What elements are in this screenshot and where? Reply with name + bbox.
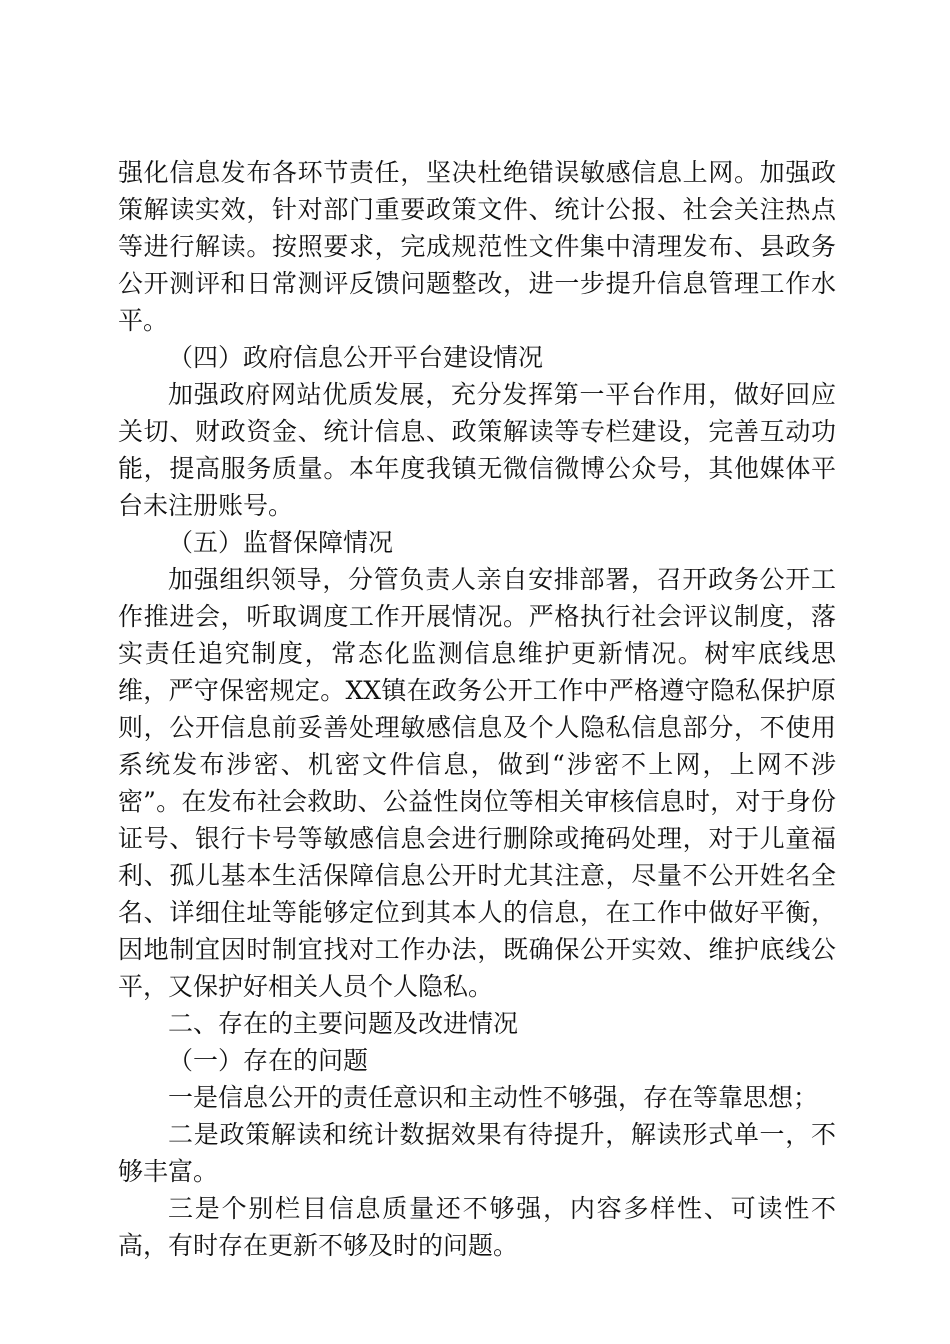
paragraph-supervision: 加强组织领导，分管负责人亲自安排部署，召开政务公开工作推进会，听取调度工作开展情况。严格执行社会评议制度，落实责任追究制度，常态化监测信息维护更新情况。树牢底线思维，严守保密规定。XX镇在政务公开工作中严格遵守隐私保护原则，公开信息前妥善处理敏感信息及个人隐私信息部分，不使用系统发布涉密、机密文件信息，做到“涉密不上网，上网不涉密”。在发布社会救助、公益性岗位等相关审核信息时，对于身份证号、银行卡号等敏感信息会进行删除或掩码处理，对于儿童福利、孤儿基本生活保障信息公开时尤其注意，尽量不公开姓名全名、详细住址等能够定位到其本人的信息，在工作中做好平衡，因地制宜因时制宜找对工作办法，既确保公开实效、维护底线公平，又保护好相关人员个人隐私。	[118, 565, 836, 1001]
paragraph-info-release: 强化信息发布各环节责任，坚决杜绝错误敏感信息上网。加强政策解读实效，针对部门重要政策文件、统计公报、社会关注热点等进行解读。按照要求，完成规范性文件集中清理发布、县政务公开测评和日常测评反馈问题整改，进一步提升信息管理工作水平。	[118, 158, 836, 335]
document-body	[118, 154, 836, 1264]
paragraph-problem-two: 二是政策解读和统计数据效果有待提升，解读形式单一，不够丰富。	[118, 1120, 836, 1186]
heading-existing-problems: （一）存在的问题	[168, 1046, 369, 1075]
heading-platform-construction: （四）政府信息公开平台建设情况	[168, 343, 544, 372]
heading-main-problems: 二、存在的主要问题及改进情况	[168, 1009, 519, 1038]
paragraph-problem-three: 三是个别栏目信息质量还不够强，内容多样性、可读性不高，有时存在更新不够及时的问题。	[118, 1194, 836, 1260]
paragraph-platform-construction: 加强政府网站优质发展，充分发挥第一平台作用，做好回应关切、财政资金、统计信息、政策解读等专栏建设，完善互动功能，提高服务质量。本年度我镇无微信微博公众号，其他媒体平台未注册账号。	[118, 380, 836, 520]
paragraph-problem-one: 一是信息公开的责任意识和主动性不够强，存在等靠思想；	[168, 1083, 819, 1112]
heading-supervision: （五）监督保障情况	[168, 528, 394, 557]
